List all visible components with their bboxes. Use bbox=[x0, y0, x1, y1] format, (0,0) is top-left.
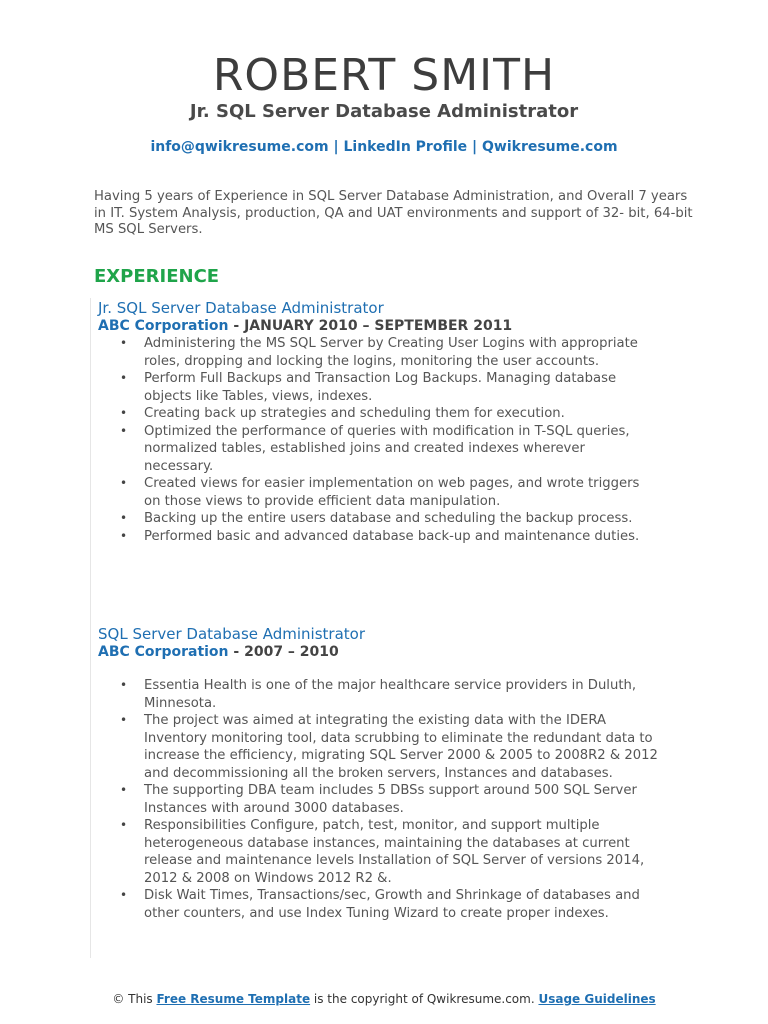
list-item: • Creating back up strategies and scheduling them for execution. bbox=[120, 406, 565, 421]
bullet-icon: • bbox=[120, 423, 128, 438]
summary-paragraph: Having 5 years of Experience in SQL Server Database Administration, and Overall 7 years in IT. System Analysis, production, QA and UAT environments and support of 32- bit, 64-bit MS SQL Servers. bbox=[94, 189, 693, 237]
bullet-icon: • bbox=[120, 528, 128, 543]
dash: - bbox=[228, 318, 245, 334]
bullet-icon: • bbox=[120, 476, 128, 490]
job-bullets bbox=[118, 677, 658, 922]
list-item: • Optimized the performance of queries with modification in T-SQL queries, normalized tables, established joins and created indexes wherever necessary. bbox=[120, 423, 630, 474]
contact-line bbox=[0, 139, 768, 155]
list-item: • Disk Wait Times, Transactions/sec, Growth and Shrinkage of databases and other counters, and use Index Tuning Wizard to create proper indexes. bbox=[120, 888, 640, 921]
bullet-icon: • bbox=[120, 713, 128, 727]
list-item: • Backing up the entire users database and scheduling the backup process. bbox=[120, 511, 633, 526]
list-item: • Responsibilities Configure, patch, test, monitor, and support multiple heterogeneous database instances, maintaining the databases at current release and maintenance levels Installation of SQL Server of versions 2014, 2012 & 2008 on Windows 2012 R2 &. bbox=[120, 818, 645, 886]
dash: - bbox=[228, 644, 245, 660]
job-title: SQL Server Database Administrator bbox=[98, 625, 366, 643]
experience-divider bbox=[90, 298, 91, 958]
bullet-icon: • bbox=[120, 818, 128, 832]
company-name: ABC Corporation bbox=[98, 644, 229, 660]
linkedin-link[interactable]: LinkedIn Profile bbox=[343, 139, 468, 155]
job-company-dates bbox=[98, 317, 658, 335]
free-template-link[interactable]: Free Resume Template bbox=[156, 992, 311, 1006]
list-item: • Essentia Health is one of the major healthcare service providers in Duluth, Minnesota. bbox=[120, 678, 637, 711]
bullet-icon: • bbox=[120, 511, 128, 525]
bullet-icon: • bbox=[120, 888, 128, 902]
website-link[interactable]: Qwikresume.com bbox=[482, 139, 618, 155]
job-entry bbox=[98, 299, 658, 335]
job-title: Jr. SQL Server Database Administrator bbox=[98, 299, 384, 317]
job-bullets bbox=[118, 335, 658, 545]
email-link[interactable]: info@qwikresume.com bbox=[150, 139, 329, 155]
list-item: • Administering the MS SQL Server by Creating User Logins with appropriate roles, dropping and locking the logins, monitoring the user accounts. bbox=[120, 336, 638, 369]
footer-text: is the copyright of Qwikresume.com. bbox=[310, 992, 539, 1006]
candidate-title: Jr. SQL Server Database Administrator bbox=[189, 101, 579, 122]
job-dates: JANUARY 2010 – SEPTEMBER 2011 bbox=[244, 318, 513, 334]
bullet-icon: • bbox=[120, 678, 128, 692]
job-company-dates bbox=[98, 643, 658, 661]
experience-heading: EXPERIENCE bbox=[94, 266, 220, 287]
bullet-icon: • bbox=[120, 783, 128, 797]
contact-separator: | bbox=[333, 139, 339, 155]
footer-text: © This bbox=[112, 992, 157, 1006]
usage-guidelines-link[interactable]: Usage Guidelines bbox=[538, 992, 656, 1006]
candidate-name: ROBERT SMITH bbox=[212, 50, 556, 101]
contact-separator: | bbox=[472, 139, 478, 155]
list-item: • The project was aimed at integrating the existing data with the IDERA Inventory monitoring tool, data scrubbing to eliminate the redundant data to increase the efficiency, migrating SQL Server 2000 & 2005 to 2008R2 & 2012 and decommissioning all the broken servers, Instances and databases. bbox=[120, 713, 658, 781]
list-item: • Created views for easier implementation on web pages, and wrote triggers on those views to provide efficient data manipulation. bbox=[120, 476, 640, 509]
copyright-footer bbox=[0, 992, 768, 1006]
bullet-icon: • bbox=[120, 371, 128, 385]
bullet-icon: • bbox=[120, 406, 128, 420]
list-item: • The supporting DBA team includes 5 DBSs support around 500 SQL Server Instances with around 3000 databases. bbox=[120, 783, 637, 816]
job-dates: 2007 – 2010 bbox=[244, 644, 339, 660]
company-name: ABC Corporation bbox=[98, 318, 229, 334]
bullet-icon: • bbox=[120, 336, 128, 350]
list-item: • Perform Full Backups and Transaction Log Backups. Managing database objects like Tables, views, indexes. bbox=[120, 371, 617, 404]
job-entry bbox=[98, 625, 658, 661]
list-item: • Performed basic and advanced database back-up and maintenance duties. bbox=[120, 528, 640, 544]
